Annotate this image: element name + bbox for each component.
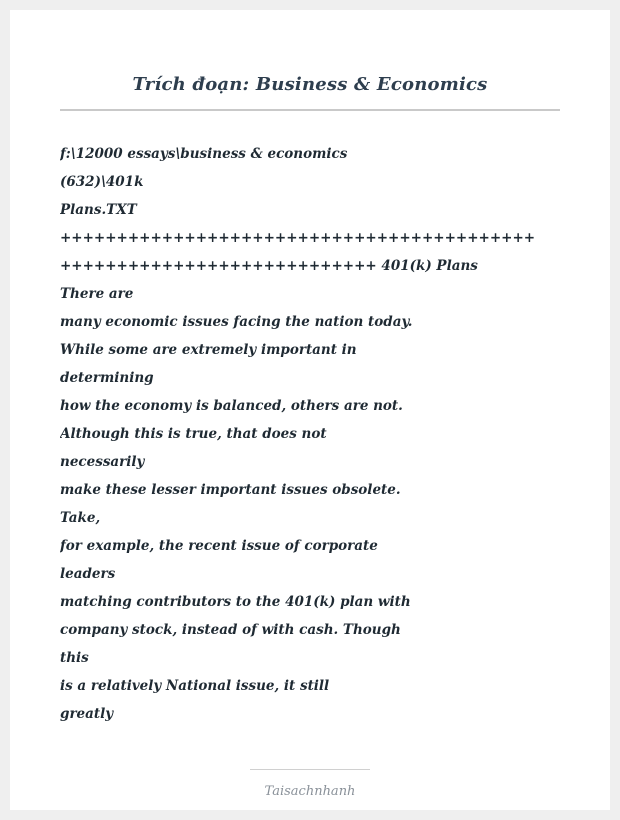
text-line: is a relatively National issue, it still xyxy=(60,678,330,694)
text-line: Although this is true, that does not xyxy=(60,426,327,442)
text-line: this xyxy=(60,650,89,666)
text-line: leaders xyxy=(60,566,116,582)
text-line: necessarily xyxy=(60,454,145,470)
text-line: While some are extremely important in xyxy=(60,342,357,358)
text-line: ++++++++++++++++++++++++++++++++++++++++++ xyxy=(60,230,536,246)
text-line: for example, the recent issue of corporate xyxy=(60,538,378,554)
document-page xyxy=(10,10,610,810)
text-line: greatly xyxy=(60,706,114,722)
text-line: make these lesser important issues obsolete. xyxy=(60,482,401,498)
text-line: Plans.TXT xyxy=(60,202,137,218)
text-line: There are xyxy=(60,286,134,302)
footer-divider xyxy=(250,769,370,770)
text-line: Take, xyxy=(60,510,101,526)
page-title: Trích đoạn: Business & Economics xyxy=(132,74,488,95)
text-line: (632)\401k xyxy=(60,174,144,190)
text-line: determining xyxy=(60,370,154,386)
title-divider xyxy=(60,109,560,111)
text-line: f:\12000 essays\business & economics xyxy=(60,146,348,162)
text-line: ++++++++++++++++++++++++++++ 401(k) Plans xyxy=(60,258,478,274)
footer-brand: Taisachnhanh xyxy=(264,784,356,799)
text-line: matching contributors to the 401(k) plan with xyxy=(60,594,411,610)
text-line: company stock, instead of with cash. Though xyxy=(60,622,401,638)
text-line: many economic issues facing the nation today. xyxy=(60,314,413,330)
document-body xyxy=(60,140,560,728)
text-line: how the economy is balanced, others are not. xyxy=(60,398,403,414)
